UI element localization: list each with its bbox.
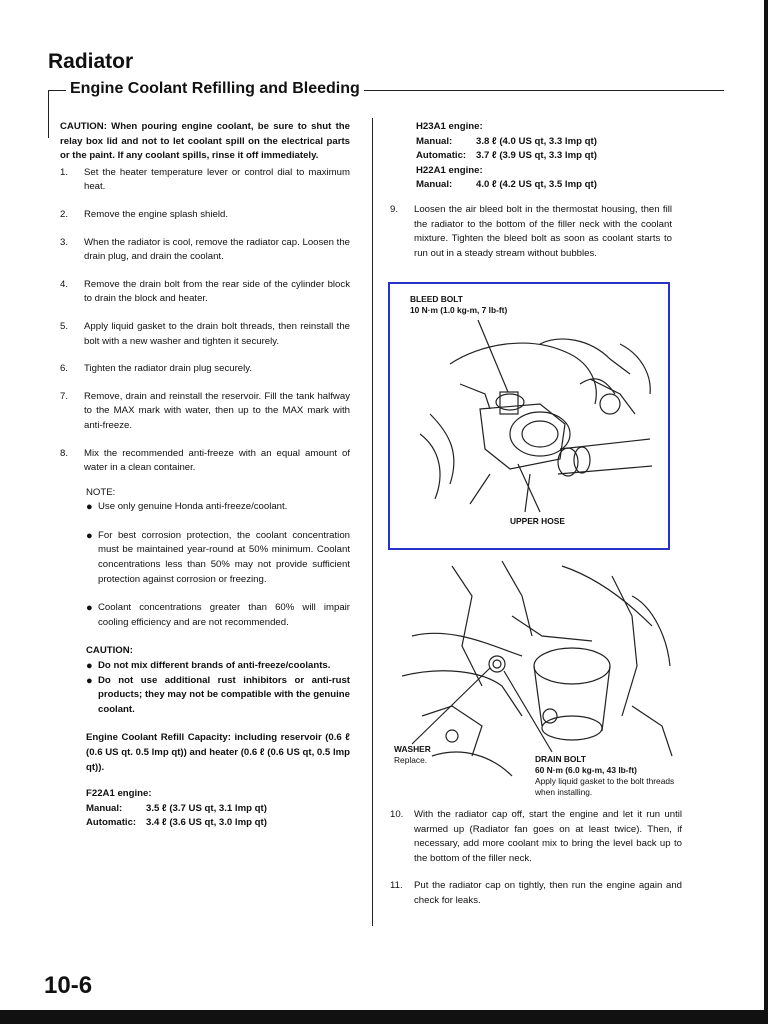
drain-bolt-figure (392, 556, 682, 808)
washer-label: WASHER Replace. (394, 744, 431, 765)
f22a1-title: F22A1 engine: (86, 788, 152, 800)
scan-edge-right (764, 0, 768, 1024)
note-bullet: ● Coolant concentrations greater than 60% will impair cooling efficiency and are not recommended. (86, 601, 350, 630)
page-number: 10-6 (44, 972, 93, 999)
step-7: 7. Remove, drain and reinstall the reservoir. Fill the tank halfway to the MAX mark with water, then up to the MAX mark with anti-freeze. (60, 390, 350, 431)
thermostat-housing-illustration (390, 284, 668, 548)
note-bullet: ● Use only genuine Honda anti-freeze/coolant. (86, 501, 288, 514)
bullet-dot: ● (86, 529, 93, 542)
caution2-label: CAUTION: (86, 645, 133, 657)
f22a1-specs (86, 787, 350, 831)
page-title: Radiator (48, 50, 134, 73)
step-5: 5. Apply liquid gasket to the drain bolt threads, then reinstall the bolt with a new washer and tighten it securely. (60, 320, 350, 347)
caution2-bullet: ● Do not use additional rust inhibitors or anti-rust products; they may not be compatible with the genuine coolant. (86, 674, 350, 718)
bullet-dot: ● (86, 602, 93, 615)
bleed-bolt-label: BLEED BOLT 10 N·m (1.0 kg-m, 7 lb-ft) (410, 294, 508, 315)
note-bullet: ● For best corrosion protection, the coolant concentration must be maintained year-round at 50% minimum. Coolant concentrations less than 50% may not provide sufficient protection against corrosion or freezing. (86, 529, 350, 587)
step-11: 11. Put the radiator cap on tightly, then run the engine again and check for leaks. (390, 880, 682, 906)
step-6: 6. Tighten the radiator drain plug securely. (60, 363, 252, 375)
step-3: 3. When the radiator is cool, remove the radiator cap. Loosen the drain plug, and drain the coolant. (60, 236, 350, 263)
right-column (390, 120, 690, 274)
step-10: 10. With the radiator cap off, start the engine and let it run until warmed up (Radiator fan goes on at least twice). Then, if necessary, add more coolant mix to bring the level back up to the bottom of the filler neck. (390, 809, 682, 864)
section-rule-tick (48, 90, 49, 138)
section-rule-left (48, 90, 66, 91)
caution-intro: CAUTION: When pouring engine coolant, be sure to shut the relay box lid and not to let coolant spill on the electrical parts or the paint. If any coolant spills, rinse it off immediately. (60, 121, 350, 162)
left-column (60, 120, 350, 831)
step-9: 9. Loosen the air bleed bolt in the thermostat housing, then fill the radiator to the bottom of the filler neck with the coolant mixture. Tighten the bleed bolt as soon as coolant starts to run out in a steady stream without bubbles. (390, 203, 672, 259)
h23a1-specs (416, 120, 690, 193)
section-title: Engine Coolant Refilling and Bleeding (66, 80, 364, 98)
scan-edge-bottom (0, 1010, 768, 1024)
h23a1-auto: Automatic: 3.7 ℓ (3.9 US qt, 3.3 lmp qt) (416, 150, 597, 162)
f22a1-manual: Manual: 3.5 ℓ (3.7 US qt, 3.1 lmp qt) (86, 802, 267, 814)
caution2-bullet: ● Do not mix different brands of anti-freeze/coolants. (86, 660, 331, 673)
column-divider (372, 118, 373, 926)
step-2: 2. Remove the engine splash shield. (60, 208, 228, 220)
step-8: 8. Mix the recommended anti-freeze with an equal amount of water in a clean container. (60, 447, 350, 474)
bullet-dot: ● (86, 660, 93, 673)
bullet-dot: ● (86, 501, 93, 514)
note-label: NOTE: (86, 486, 116, 498)
h22a1-manual: Manual: 4.0 ℓ (4.2 US qt, 3.5 lmp qt) (416, 179, 597, 191)
step-1: 1. Set the heater temperature lever or control dial to maximum heat. (60, 166, 350, 193)
upper-hose-label: UPPER HOSE (510, 516, 565, 526)
final-steps (390, 808, 682, 922)
f22a1-auto: Automatic: 3.4 ℓ (3.6 US qt, 3.0 lmp qt) (86, 817, 267, 829)
h23a1-title: H23A1 engine: (416, 121, 483, 132)
refill-capacity: Engine Coolant Refill Capacity: including reservoir (0.6 ℓ (0.6 US qt. 0.5 lmp qt)) and heater (0.6 ℓ (0.6 US qt, 0.5 lmp qt)). (86, 732, 350, 773)
step-4: 4. Remove the drain bolt from the rear side of the cylinder block to drain the block and heater. (60, 278, 350, 305)
h22a1-title: H22A1 engine: (416, 164, 483, 176)
h23a1-manual: Manual: 3.8 ℓ (4.0 US qt, 3.3 lmp qt) (416, 135, 597, 147)
bullet-dot: ● (86, 674, 93, 687)
bleed-bolt-figure (388, 282, 670, 550)
drain-bolt-label: DRAIN BOLT 60 N·m (6.0 kg-m, 43 lb-ft) Apply liquid gasket to the bolt threads when installing. (535, 754, 675, 797)
section-rule-right (358, 90, 724, 91)
